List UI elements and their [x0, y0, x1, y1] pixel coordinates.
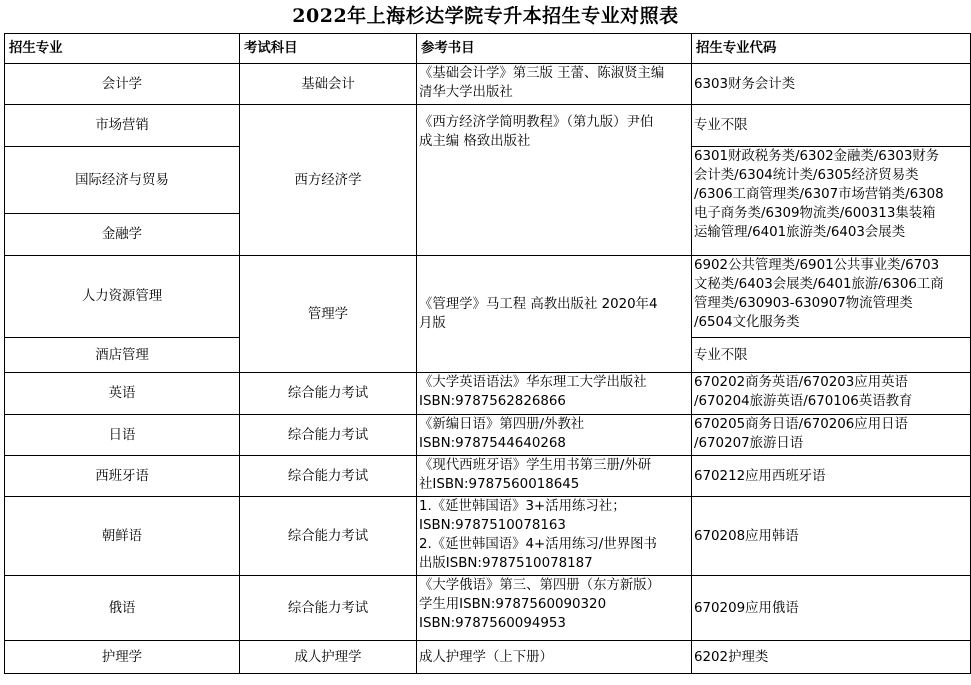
major-cell: 日语	[5, 415, 240, 456]
major-cell: 人力资源管理	[5, 256, 240, 338]
major-cell: 酒店管理	[5, 338, 240, 373]
book-line: 《现代西班牙语》学生用书第三册/外研	[419, 458, 652, 473]
book-line: ISBN:9787562826866	[419, 394, 566, 409]
book-line: 《大学俄语》第三、第四册（东方新版）	[419, 578, 661, 593]
table-row	[5, 373, 971, 415]
subject-cell: 基础会计	[240, 64, 417, 105]
code-line: 文秘类/6403会展类/6401旅游/6306工商	[694, 277, 944, 292]
code-line: 6301财政税务类/6302金融类/6303财务	[694, 149, 940, 164]
book-line: 社ISBN:9787560018645	[419, 477, 580, 492]
books-cell	[417, 415, 692, 456]
header-books: 参考书目	[417, 34, 692, 64]
header-major: 招生专业	[5, 34, 240, 64]
table-row	[5, 576, 971, 641]
code-line: /670204旅游英语/670106英语教育	[694, 394, 913, 409]
code-cell: 6202护理类	[692, 641, 971, 674]
table-row	[5, 105, 971, 147]
code-line: /6504文化服务类	[694, 315, 800, 330]
major-cell: 西班牙语	[5, 456, 240, 497]
code-cell: 专业不限	[692, 105, 971, 147]
table-row	[5, 497, 971, 576]
code-cell: 6303财务会计类	[692, 64, 971, 105]
major-table	[4, 33, 971, 674]
code-line: 电子商务类/6309物流类/600313集装箱	[694, 206, 936, 221]
code-cell: 670212应用西班牙语	[692, 456, 971, 497]
table-row	[5, 456, 971, 497]
header-subject: 考试科目	[240, 34, 417, 64]
books-cell	[417, 64, 692, 105]
book-line: 学生用ISBN:9787560090320	[419, 597, 607, 612]
book-line: 《新编日语》第四册/外教社	[419, 417, 585, 432]
major-cell: 市场营销	[5, 105, 240, 147]
header-code: 招生专业代码	[692, 34, 971, 64]
code-line: 运输管理/6401旅游类/6403会展类	[694, 225, 906, 240]
subject-cell: 成人护理学	[240, 641, 417, 674]
book-line: 《西方经济学简明教程》（第九版）尹伯	[419, 115, 654, 130]
major-cell: 英语	[5, 373, 240, 415]
major-cell: 俄语	[5, 576, 240, 641]
books-cell	[417, 256, 692, 373]
book-line: ISBN:9787544640268	[419, 436, 566, 451]
code-cell	[692, 415, 971, 456]
books-cell	[417, 497, 692, 576]
table-row	[5, 641, 971, 674]
major-cell: 国际经济与贸易	[5, 147, 240, 214]
code-line: 6902公共管理类/6901公共事业类/6703	[694, 258, 940, 273]
header-row	[5, 34, 971, 64]
code-cell: 670209应用俄语	[692, 576, 971, 641]
book-line: 《大学英语语法》华东理工大学出版社	[419, 375, 647, 390]
books-cell	[417, 105, 692, 256]
subject-cell: 综合能力考试	[240, 576, 417, 641]
subject-cell: 管理学	[240, 256, 417, 373]
major-cell: 朝鲜语	[5, 497, 240, 576]
code-cell	[692, 147, 971, 256]
code-line: /670207旅游日语	[694, 436, 804, 451]
code-line: 670205商务日语/670206应用日语	[694, 417, 908, 432]
book-line: 2.《延世韩国语》4+活用练习/世界图书	[419, 537, 657, 552]
subject-cell: 西方经济学	[240, 105, 417, 256]
table-row	[5, 64, 971, 105]
book-line: 清华大学出版社	[419, 85, 513, 100]
book-line: ISBN:9787510078163	[419, 518, 566, 533]
code-cell: 专业不限	[692, 338, 971, 373]
table-row	[5, 415, 971, 456]
major-cell: 护理学	[5, 641, 240, 674]
book-line: 《基础会计学》第三版 王蕾、陈淑贤主编	[419, 66, 665, 81]
code-line: 管理类/630903-630907物流管理类	[694, 296, 913, 311]
subject-cell: 综合能力考试	[240, 415, 417, 456]
major-cell: 会计学	[5, 64, 240, 105]
code-cell	[692, 373, 971, 415]
subject-cell: 综合能力考试	[240, 497, 417, 576]
subject-cell: 综合能力考试	[240, 456, 417, 497]
book-line: 《管理学》马工程 高教出版社 2020年4	[419, 297, 658, 312]
books-cell	[417, 373, 692, 415]
code-cell	[692, 256, 971, 338]
book-line: ISBN:9787560094953	[419, 616, 566, 631]
table-row	[5, 256, 971, 338]
books-cell	[417, 576, 692, 641]
code-line: 670202商务英语/670203应用英语	[694, 375, 908, 390]
code-line: /6306工商管理类/6307市场营销类/6308	[694, 187, 944, 202]
major-cell: 金融学	[5, 214, 240, 256]
book-line: 出版ISBN:9787510078187	[419, 556, 593, 571]
books-cell	[417, 456, 692, 497]
code-cell: 670208应用韩语	[692, 497, 971, 576]
book-line: 月版	[419, 316, 446, 331]
page-title: 2022年上海杉达学院专升本招生专业对照表	[292, 5, 679, 27]
book-line: 成主编 格致出版社	[419, 134, 531, 149]
subject-cell: 综合能力考试	[240, 373, 417, 415]
code-line: 会计类/6304统计类/6305经济贸易类	[694, 168, 919, 183]
book-line: 1.《延世韩国语》3+活用练习社；	[419, 499, 626, 514]
books-cell: 成人护理学（上下册）	[417, 641, 692, 674]
